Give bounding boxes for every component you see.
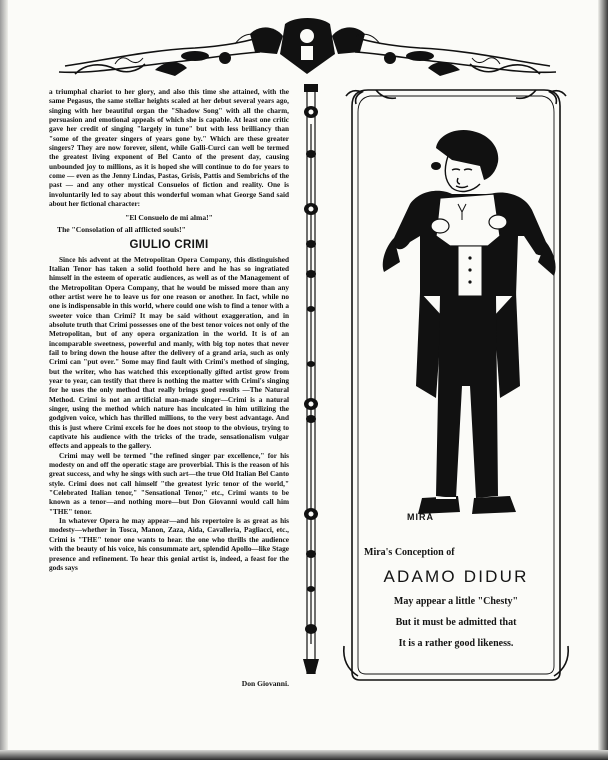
quote-english: The "Consolation of all afflicted souls!" [57, 224, 186, 234]
author-signature: Don Giovanni. [241, 678, 289, 688]
scan-right-edge [598, 0, 608, 760]
caption-line-5: It is a rather good likeness. [398, 638, 514, 649]
cartoon-panel [340, 86, 572, 684]
caption-line-4: But it must be admitted that [395, 617, 517, 628]
intro-paragraph: a triumphal chariot to her glory, and also this time she attained, with the same Pegasus, the same stellar heights scaled at her debut several years ago, singing with her beautiful organ the "Shadow Song" with all the charm, persuasion and emotional appeals of which she is capable. At least one critic gave her credit of singing "largely in tune" but with less brilliancy than "some of the greater singers of years gone by." Which are these greater singers? They are now forever, silent, while Galli-Curci can well be termed the greatest living exponent of Bel Canto of the present day, causing unbounded joy to millions, as it is hoped she will continue to do for years to come — even as the Jenny Lindas, Pastas, Grisis, Pattis and Sembrichs of the past — and any other mystical Consuelos of fiction and reality. One is involuntarily led to say about this wonderful woman what George Sand said about her fictional character: [49, 88, 289, 209]
paragraph-2: Crimi may well be termed "the refined singer par excellence," for his modesty on and off the operatic stage are proverbial. This is the reason of his great success, and why he sings with such art—the true Old Italian Bel Canto style. Crimi does not call himself "the greatest lyric tenor of the world," "Celebrated Italian tenor," "Sensational Tenor," etc., Crimi wants to be known as a tenor—and nothing more—but Don Giovanni would call him "THE" tenor. [49, 451, 289, 516]
scan-bottom-edge [0, 750, 608, 760]
caption-line-3: May appear a little "Chesty" [393, 596, 519, 607]
paragraph-3: In whatever Opera he may appear—and his repertoire is as great as his modesty—whether in Tosca, Manon, Zaza, Aida, Cavalleria, Pagliacci, etc., Crimi is "THE" tenor one wants to hear. the one who thrills the audience with the beauty of his voice, his consummate art, splendid Apollo—like Stage presence and refinement. To hear this genial artist is, indeed, a feast for the gods says [49, 517, 289, 572]
article-column [49, 88, 289, 688]
paragraph-1: Since his advent at the Metropolitan Opera Company, this distinguished Italian Tenor has taken a solid foothold here and he has so ingratiated himself in the esteem of operatic audiences, as well as of the Management of the Metropolitan Opera Company, that he would be missed more than any other artist were he to leave us for one reason or another. In fact, while no one is indispensable in this world, where could one wish to find a tenor with a sweeter voice than Crimi? It may be said without exaggeration, and in absolute truth that Crimi possesses one of the best tenor voices not only of the Metropolitan, but of any opera organization in the world. It is of an incomparable sweetness, powerful and manly, with big top notes that never fail to bring down the house after the delivery of a grand aria, such as only Crimi can "put over." Some may find fault with Crimi's method of singing, but the writer, who has watched this exceptionally gifted artist grow from year to year, can testify that there is nothing the matter with Crimi's singing for he uses the only method that really brings good results —The Natural Method. Crimi is not an artificial man-made singer—Crimi is a natural singer, using the method which nature has inculcated in him utilizing the godgiven voice, which has thrilled millions, to the very best advantage. And this is just where Crimi excels for he does not stoop to the obvious, trying to captivate his audience with the tricks of the trade, sensationalism vulgar effects and appeals to the gallery. [49, 255, 289, 451]
caption-name: ADAMO DIDUR [383, 567, 529, 586]
caption-line-1: Mira's Conception of [364, 547, 455, 558]
section-title: GIULIO CRIMI [129, 239, 209, 252]
ornamental-divider [299, 84, 323, 684]
cartoon-illustration [340, 86, 572, 684]
scan-left-edge [0, 0, 8, 760]
header-ornament [55, 14, 560, 86]
artist-signature: MIRA [407, 512, 434, 522]
quote-spanish: "El Consuelo de mi alma!" [125, 213, 213, 223]
